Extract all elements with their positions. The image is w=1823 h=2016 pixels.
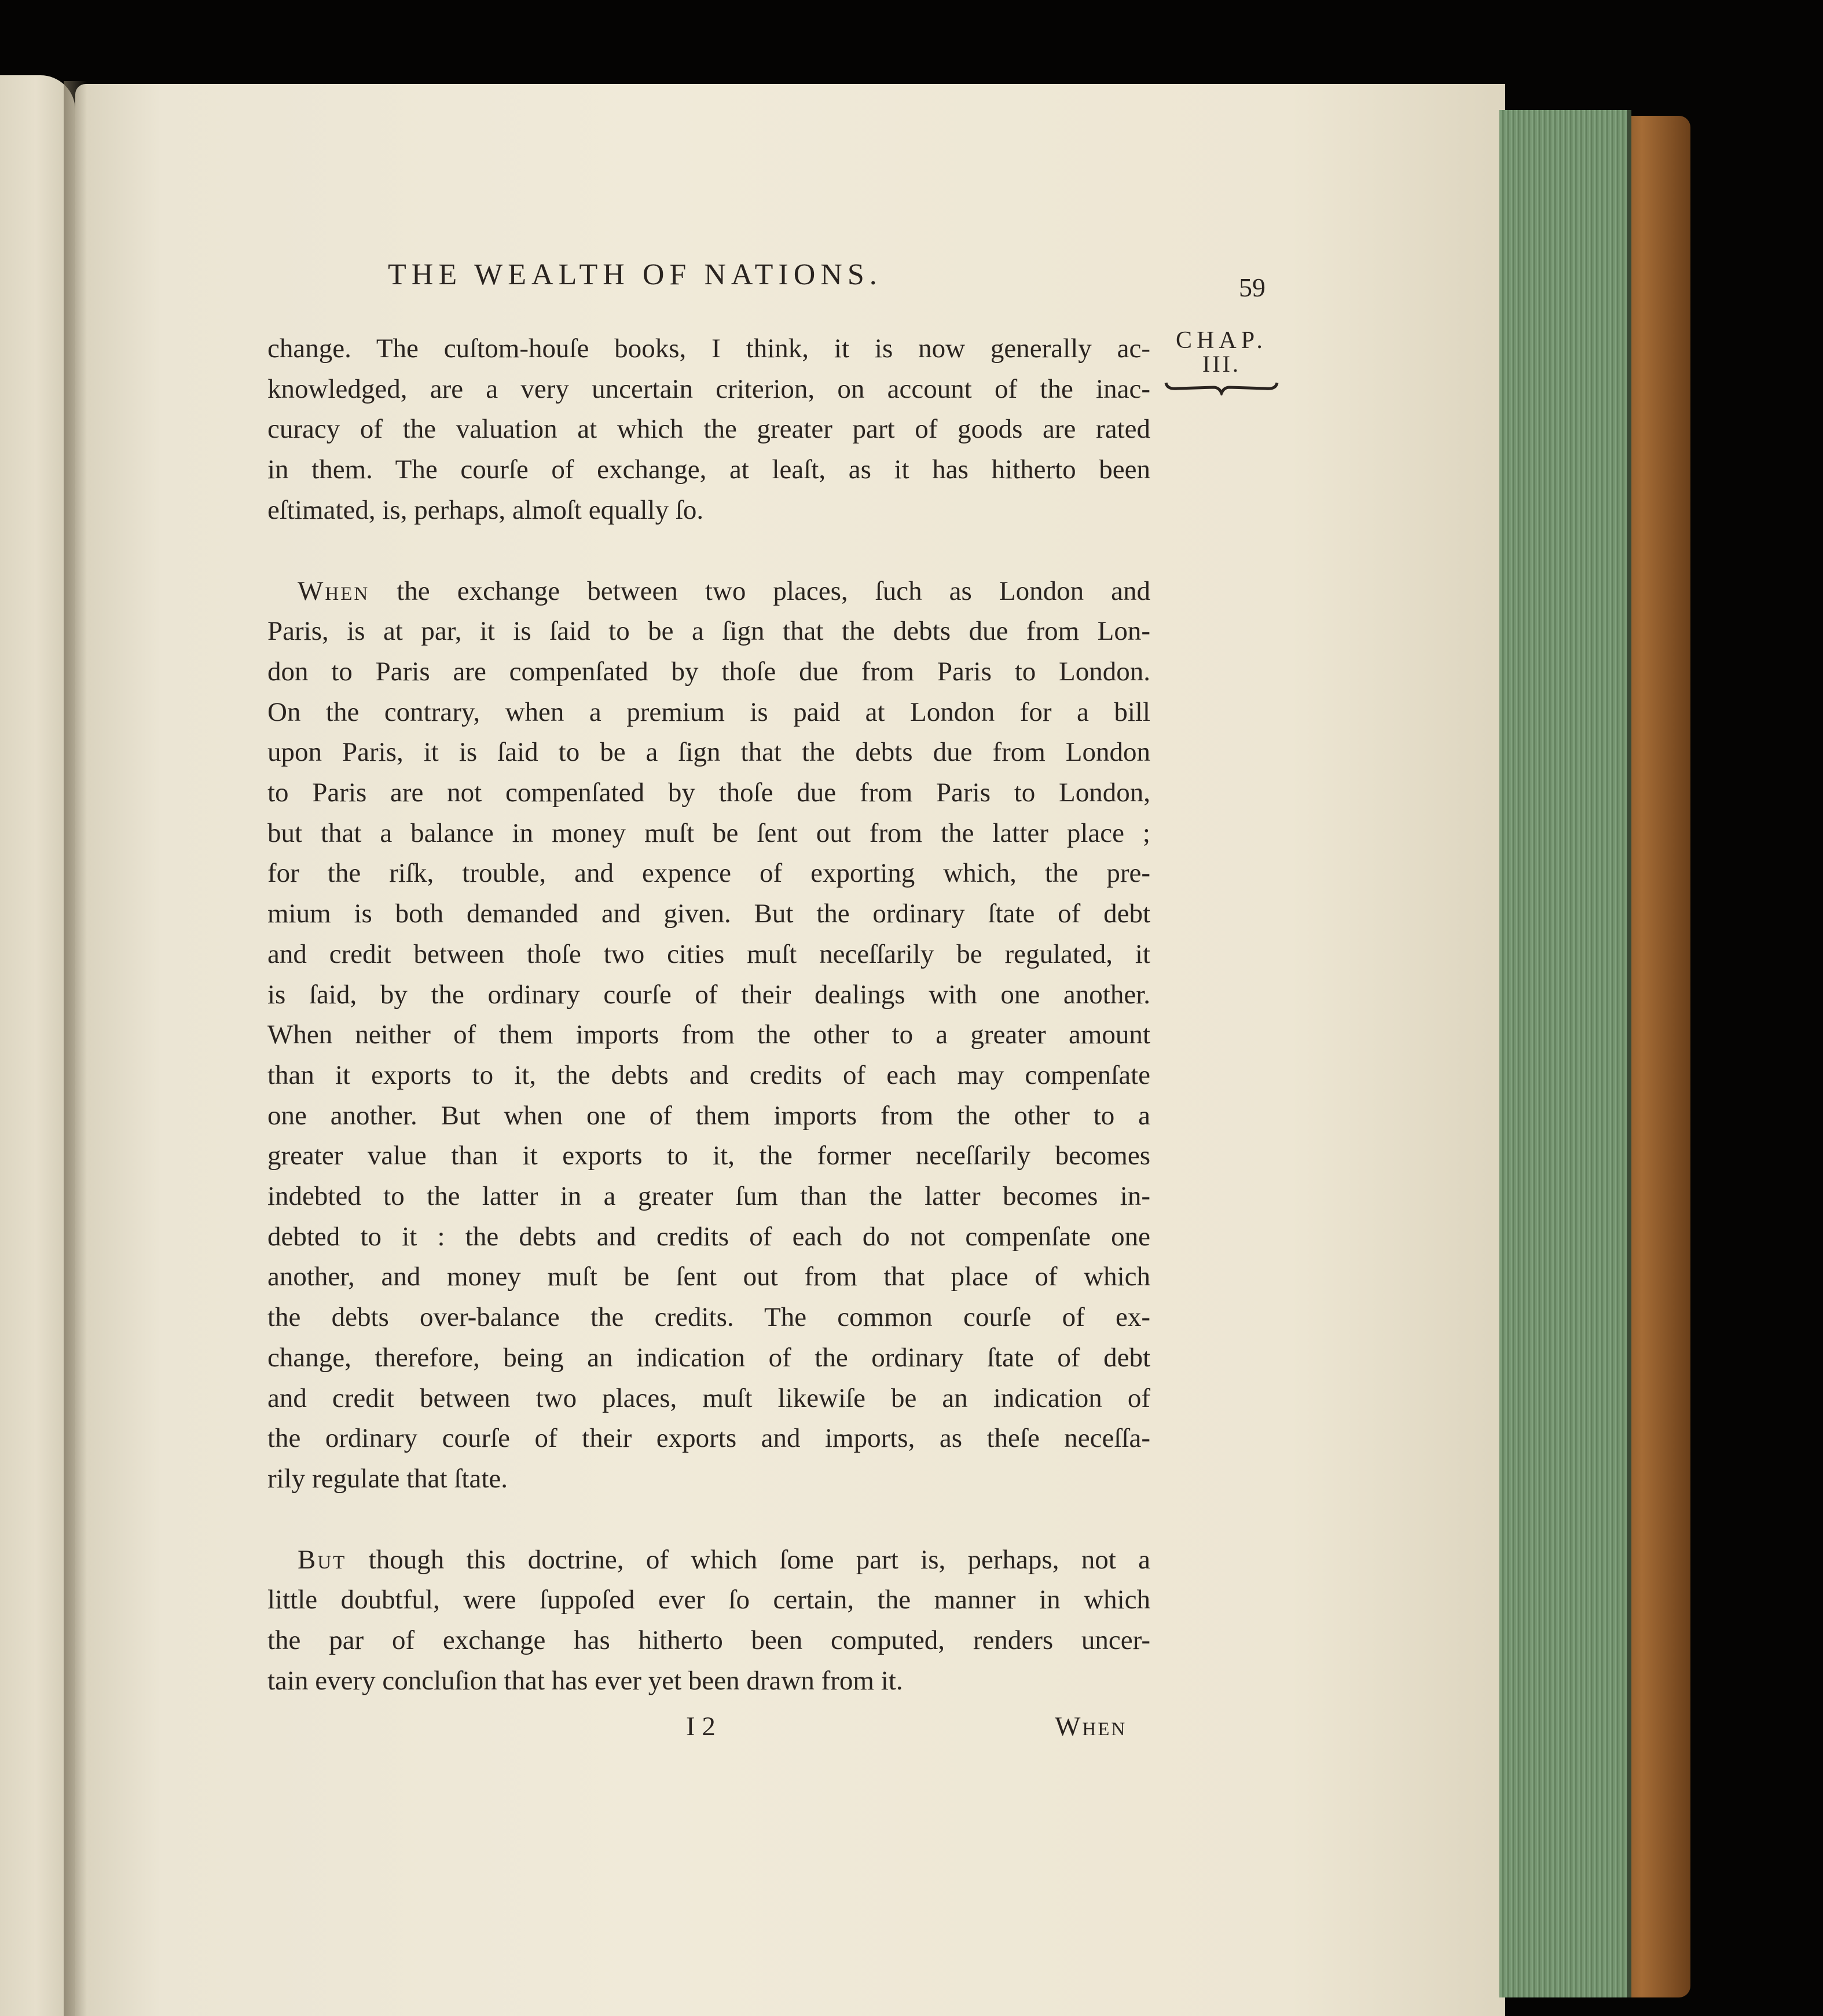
paragraph-1 — [267, 329, 1150, 531]
text-line: and credit between thoſe two cities muſt neceſſarily be regulated, it — [267, 939, 1150, 969]
paragraph-lead-word: But — [298, 1544, 347, 1575]
text-line: curacy of the valuation at which the greater part of goods are rated — [267, 414, 1150, 445]
paragraph-2 — [267, 571, 1150, 1500]
text-line: the ordinary courſe of their exports and imports, as theſe neceſſa- — [267, 1423, 1150, 1454]
text-line — [267, 571, 1150, 612]
text-line: debted to it : the debts and credits of each do not compenſate one — [267, 1221, 1150, 1252]
signature-mark: I 2 — [686, 1711, 716, 1742]
text-line-rest: though this doctrine, of which ſome part is, perhaps, not a — [368, 1544, 1151, 1575]
text-line: eſtimated, is, perhaps, almoſt equally ſo. — [267, 494, 704, 525]
chapter-number: III. — [1202, 351, 1241, 377]
text-line: to Paris are not compenſated by thoſe due from Paris to London, — [267, 778, 1150, 808]
catchword: When — [1055, 1711, 1127, 1742]
page-gutter-shadow — [64, 81, 87, 2016]
text-line: knowledged, are a very uncertain criterion, on account of the inac- — [267, 373, 1150, 404]
paragraph-lead-word: When — [298, 576, 370, 606]
text-line: Paris, is at par, it is ſaid to be a ſign that the debts due from Lon- — [267, 616, 1150, 647]
page-edges — [1499, 110, 1631, 1997]
text-line: rily regulate that ſtate. — [267, 1463, 508, 1494]
chapter-margin-note — [1158, 327, 1285, 395]
text-line: On the contrary, when a premium is paid at London for a bill — [267, 697, 1150, 727]
text-line: in them. The courſe of exchange, at leaſt, as it has hitherto been — [267, 454, 1150, 485]
text-line: and credit between two places, muſt likewiſe be an indication of — [267, 1383, 1150, 1413]
paragraph-3 — [267, 1540, 1150, 1702]
text-line: than it exports to it, the debts and credits of each may compenſate — [267, 1060, 1150, 1090]
text-line: another, and money muſt be ſent out from that place of which — [267, 1262, 1150, 1292]
chapter-label: CHAP. — [1176, 327, 1267, 354]
text-line-rest: the exchange between two places, ſuch as London and — [397, 576, 1150, 606]
text-line: greater value than it exports to it, the former neceſſarily becomes — [267, 1141, 1150, 1171]
text-line: for the riſk, trouble, and expence of exporting which, the pre- — [267, 858, 1150, 889]
text-line: is ſaid, by the ordinary courſe of their dealings with one another. — [267, 979, 1150, 1010]
text-line: the par of exchange has hitherto been computed, renders uncer- — [267, 1625, 1150, 1656]
text-line: When neither of them imports from the other to a greater amount — [267, 1020, 1150, 1050]
text-line: don to Paris are compenſated by thoſe due from Paris to London. — [267, 656, 1150, 687]
text-line: little doubtful, were ſuppoſed ever ſo certain, the manner in which — [267, 1585, 1150, 1615]
brace-ornament — [1164, 378, 1279, 395]
text-line: change, therefore, being an indication of the ordinary ſtate of debt — [267, 1342, 1150, 1373]
text-line: tain every concluſion that has ever yet been drawn from it. — [267, 1665, 903, 1696]
text-line: one another. But when one of them imports from the other to a — [267, 1100, 1150, 1131]
text-line: mium is both demanded and given. But the ordinary ſtate of debt — [267, 899, 1150, 929]
text-line — [267, 1540, 1150, 1581]
page-number: 59 — [1239, 273, 1266, 302]
text-line: indebted to the latter in a greater ſum than the latter becomes in- — [267, 1181, 1150, 1212]
text-line: upon Paris, it is ſaid to be a ſign that the debts due from London — [267, 737, 1150, 768]
running-head: THE WEALTH OF NATIONS. — [388, 258, 882, 291]
text-line: but that a balance in money muſt be ſent out from the latter place ; — [267, 818, 1150, 848]
text-line: the debts over-balance the credits. The common courſe of ex- — [267, 1302, 1150, 1333]
body-text — [267, 329, 1150, 1702]
text-line: change. The cuſtom-houſe books, I think, it is now generally ac- — [267, 333, 1150, 364]
